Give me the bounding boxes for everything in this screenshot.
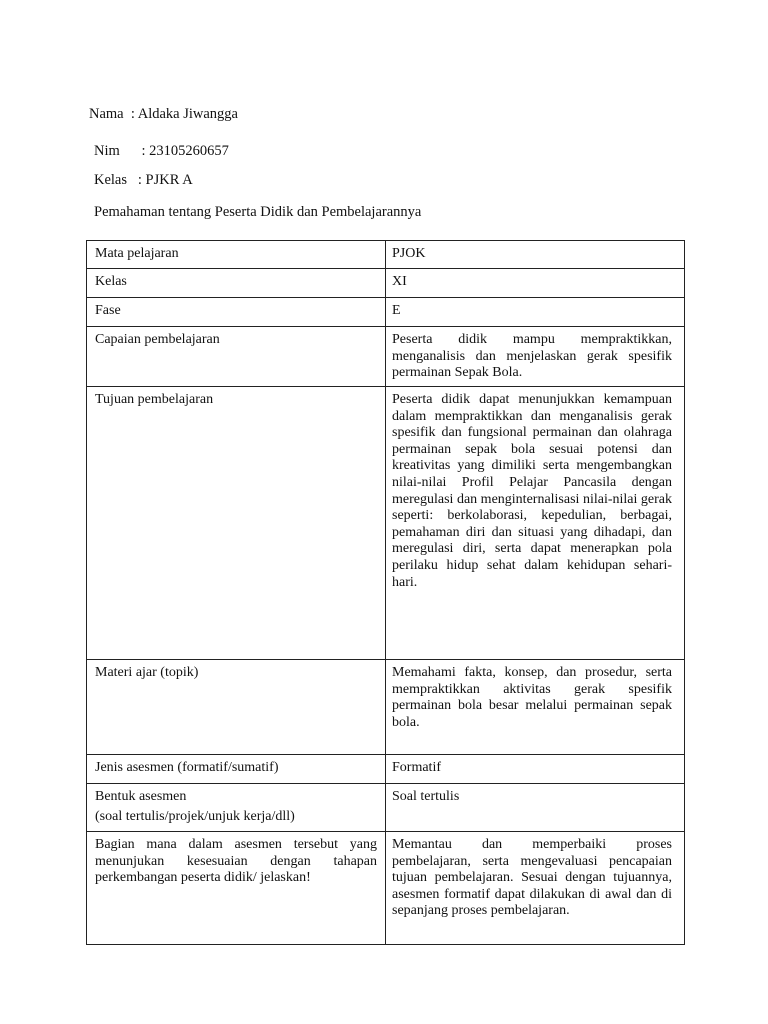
- row-label: Materi ajar (topik): [87, 660, 386, 755]
- row-value: Formatif: [386, 755, 685, 784]
- row-value: E: [386, 298, 685, 327]
- row-value: XI: [386, 269, 685, 298]
- row-label: Fase: [87, 298, 386, 327]
- table-row-fase: [87, 298, 685, 327]
- row-value: Memantau dan memperbaiki proses pembelajaran, serta mengevaluasi pencapaian tujuan pembelajaran. Sesuai dengan tujuannya, asesmen formatif dapat dilakukan di awal dan di sepanjang proses pembelajaran.: [386, 832, 685, 945]
- row-label: Mata pelajaran: [87, 241, 386, 269]
- row-value: PJOK: [386, 241, 685, 269]
- row-label: Kelas: [87, 269, 386, 298]
- table-row-capaian-pembelajaran: [87, 327, 685, 387]
- student-class: Kelas : PJKR A: [94, 172, 193, 188]
- row-label: Tujuan pembelajaran: [87, 387, 386, 660]
- table-row-materi-ajar: [87, 660, 685, 755]
- row-label: Bagian mana dalam asesmen tersebut yang menunjukan kesesuaian dengan tahapan perkembangan peserta didik/ jelaskan!: [87, 832, 386, 945]
- row-value: Soal tertulis: [386, 784, 685, 832]
- table-row-kelas: [87, 269, 685, 298]
- row-label: Capaian pembelajaran: [87, 327, 386, 387]
- row-label-cell: [87, 784, 386, 832]
- student-nim: Nim : 23105260657: [94, 143, 229, 159]
- row-value: Peserta didik dapat menunjukkan kemampuan dalam mempraktikkan dan menganalisis gerak spesifik dan fungsional permainan dan olahraga permainan sepak bola sesuai potensi dan kreativitas yang dimiliki serta mengembangkan nilai-nilai Profil Pelajar Pancasila dengan meregulasi dan menginternalisasi nilai-nilai gerak seperti: berkolaborasi, kepedulian, berbagai, pemahaman diri dan situasi yang dihadapi, dan meregulasi diri, serta dapat menerapkan pola perilaku hidup sehat dalam kehidupan sehari- hari.: [386, 387, 685, 660]
- table-row-mata-pelajaran: [87, 241, 685, 269]
- lesson-plan-table: [86, 240, 685, 945]
- table-row-tujuan-pembelajaran: [87, 387, 685, 660]
- table-row-jenis-asesmen: [87, 755, 685, 784]
- document-heading: Pemahaman tentang Peserta Didik dan Pembelajarannya: [94, 204, 422, 220]
- row-label: Jenis asesmen (formatif/sumatif): [87, 755, 386, 784]
- row-sublabel: (soal tertulis/projek/unjuk kerja/dll): [95, 808, 295, 824]
- row-value: Memahami fakta, konsep, dan prosedur, serta mempraktikkan aktivitas gerak spesifik permainan bola besar melalui permainan sepak bola.: [386, 660, 685, 755]
- student-name: Nama : Aldaka Jiwangga: [89, 106, 238, 122]
- row-label: Bentuk asesmen: [95, 789, 187, 804]
- table-row-bentuk-asesmen: [87, 784, 685, 832]
- row-value: Peserta didik mampu mempraktikkan, menganalisis dan menjelaskan gerak spesifik permainan Sepak Bola.: [386, 327, 685, 387]
- table-row-bagian-asesmen: [87, 832, 685, 945]
